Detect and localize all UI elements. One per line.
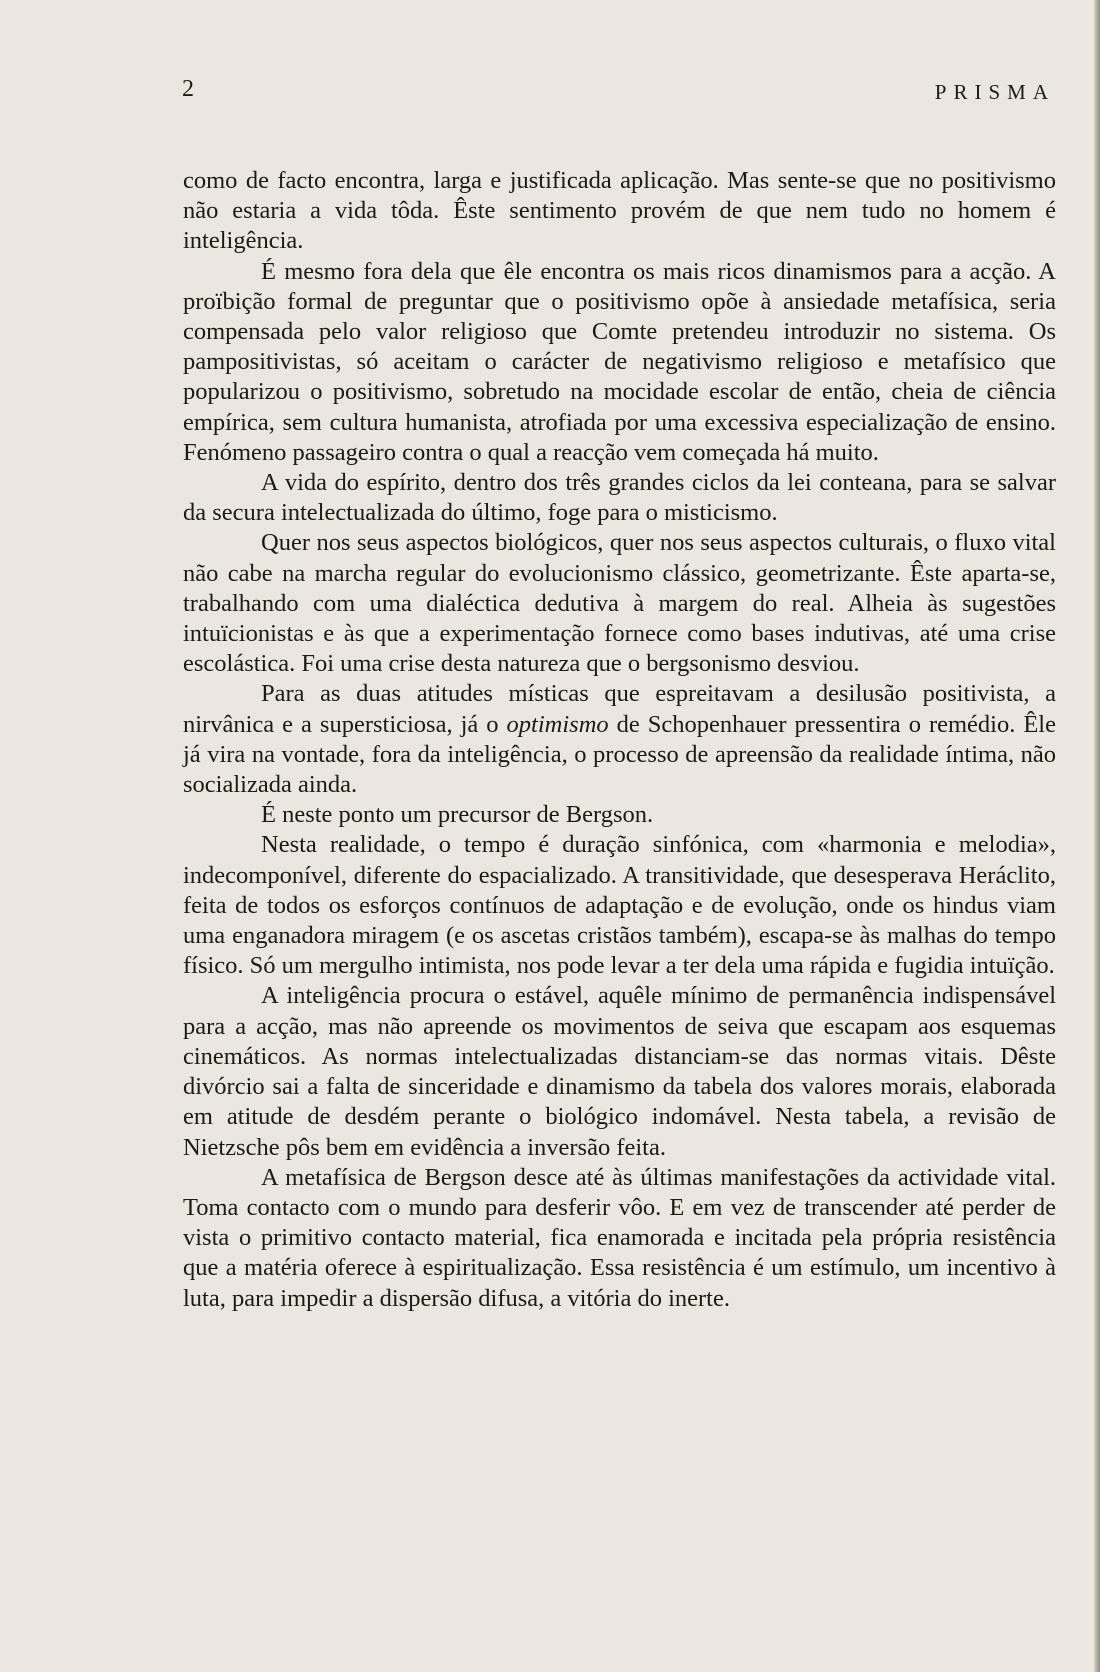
paragraph: A inteligência procura o estável, aquêle mínimo de permanência indispensável para a acção, mas não apreende os movimentos de seiva que escapam aos esquemas cinemáticos. As normas intelectualizadas distanciam-se das normas vitais. Dêste divórcio sai a falta de sinceridade e dinamismo da tabela dos valores morais, elaborada em atitude de desdém perante o biológico indomável. Nesta tabela, a revisão de Nietzsche pôs bem em evidência a inversão feita. — [183, 982, 1056, 1161]
paragraph: A metafísica de Bergson desce até às últimas manifestações da actividade vital. Toma contacto com o mundo para desferir vôo. E em vez de transcender até perder de vista o primitivo contacto material, fica enamorada e incitada pela própria resistência que a matéria oferece à espiritualização. Essa resistência é um estímulo, um incentivo à luta, para impedir a dispersão difusa, a vitória do inerte. — [183, 1163, 1056, 1312]
page-edge-shadow — [1094, 0, 1100, 1672]
italic-term: optimismo — [506, 710, 609, 738]
paragraph — [183, 679, 1056, 800]
body-text — [183, 166, 1056, 1314]
paragraph: É neste ponto um precursor de Bergson. — [261, 801, 654, 829]
running-head: PRISMA — [934, 80, 1055, 104]
page-number: 2 — [182, 76, 194, 102]
paragraph: como de facto encontra, larga e justificada aplicação. Mas sente-se que no positivismo não estaria a vida tôda. Êste sentimento provém de que nem tudo no homem é inteligência. — [183, 167, 1056, 255]
paragraph: A vida do espírito, dentro dos três grandes ciclos da lei conteana, para se salvar da secura intelectualizada do último, foge para o misticismo. — [183, 469, 1056, 527]
paragraph: Nesta realidade, o tempo é duração sinfónica, com «harmonia e melodia», indecomponível, diferente do espacializado. A transitividade, que desesperava Heráclito, feita de todos os esforços contínuos de adaptação e de evolução, onde os hindus viam uma enganadora miragem (e os ascetas cristãos também), escapa-se às malhas do tempo físico. Só um mergulho intimista, nos pode levar a ter dela uma rápida e fugidia intuïção. — [183, 831, 1056, 980]
paragraph-text: Para as duas atitudes místicas que espreitavam a desilusão positivista, a nirvânica e a supersticiosa, já o — [183, 680, 1056, 738]
paragraph-text: de Schopenhauer pressentira o remédio. Êle já vira na vontade, fora da inteligência, o processo de apreensão da realidade íntima, não socializada ainda. — [183, 710, 1056, 799]
paragraph: Quer nos seus aspectos biológicos, quer nos seus aspectos culturais, o fluxo vital não cabe na marcha regular do evolucionismo clássico, geometrizante. Êste aparta-se, trabalhando com uma dialéctica dedutiva à margem do real. Alheia às sugestões intuïcionistas e às que a experimentação fornece como bases indutivas, até uma crise escolástica. Foi uma crise desta natureza que o bergsonismo desviou. — [183, 529, 1056, 678]
paragraph: É mesmo fora dela que êle encontra os mais ricos dinamismos para a acção. A proïbição formal de preguntar que o positivismo opõe à ansiedade metafísica, seria compensada pelo valor religioso que Comte pretendeu introduzir no sistema. Os pampositivistas, só aceitam o carácter de negativismo religioso e metafísico que popularizou o positivismo, sobretudo na mocidade escolar de então, cheia de ciência empírica, sem cultura humanista, atrofiada por uma excessiva especialização de ensino. Fenómeno passageiro contra o qual a reacção vem começada há muito. — [183, 257, 1056, 466]
